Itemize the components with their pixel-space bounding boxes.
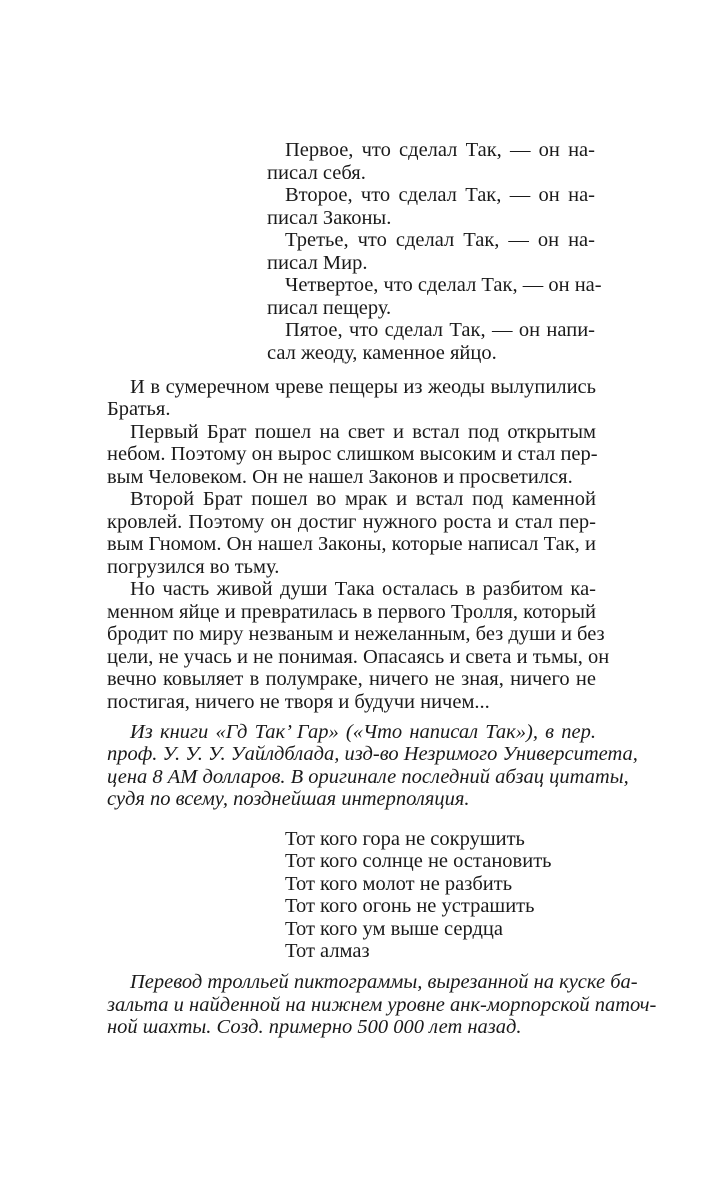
- source-note-line: проф. У. У. У. Уайлдблада, изд-во Незримого Университета,: [107, 743, 638, 765]
- body-line: вечно ковыляет в полумраке, ничего не зная, ничего не: [107, 668, 596, 690]
- body-line: постигая, ничего не творя и будучи ничем...: [107, 691, 490, 713]
- body-line: погрузился во тьму.: [107, 556, 280, 578]
- poem-line: Тот кого ум выше сердца: [285, 918, 503, 940]
- body-line: Но часть живой души Така осталась в разбитом ка-: [130, 578, 596, 600]
- epigraph-line: писал Мир.: [267, 252, 368, 274]
- poem-line: Тот кого молот не разбить: [285, 873, 513, 895]
- source-note-line: судя по всему, позднейшая интерполяция.: [107, 788, 470, 810]
- translation-note-line: ной шахты. Созд. примерно 500 000 лет назад.: [107, 1016, 522, 1038]
- body-line: менном яйце и превратилась в первого Тролля, который: [107, 601, 596, 623]
- epigraph-line: Второе, что сделал Так, — он на-: [285, 184, 595, 206]
- translation-note-line: Перевод тролльей пиктограммы, вырезанной на куске ба-: [130, 971, 638, 993]
- body-line: И в сумеречном чреве пещеры из жеоды вылупились: [130, 376, 596, 398]
- epigraph-line: писал пещеру.: [267, 297, 392, 319]
- source-note-line: Из книги «Гд Так’ Гар» («Что написал Так»), в пер.: [130, 721, 596, 743]
- poem-line: Тот алмаз: [285, 940, 370, 962]
- epigraph-line: сал жеоду, каменное яйцо.: [267, 342, 497, 364]
- poem-line: Тот кого гора не сокрушить: [285, 828, 525, 850]
- epigraph-line: Первое, что сделал Так, — он на-: [285, 139, 595, 161]
- body-line: цели, не учась и не понимая. Опасаясь и света и тьмы, он: [107, 646, 610, 668]
- source-note-line: цена 8 АМ долларов. В оригинале последний абзац цитаты,: [107, 766, 629, 788]
- body-line: Братья.: [107, 398, 171, 420]
- body-line: небом. Поэтому он вырос слишком высоким и стал пер-: [107, 443, 598, 465]
- body-line: бродит по миру незваным и нежеланным, без души и без: [107, 623, 605, 645]
- body-line: Первый Брат пошел на свет и встал под открытым: [130, 421, 596, 443]
- body-line: Второй Брат пошел во мрак и встал под каменной: [130, 488, 596, 510]
- epigraph-line: Четвертое, что сделал Так, — он на-: [285, 274, 602, 296]
- body-line: вым Человеком. Он не нашел Законов и просветился.: [107, 466, 573, 488]
- poem-line: Тот кого солнце не остановить: [285, 850, 552, 872]
- epigraph-line: Пятое, что сделал Так, — он напи-: [285, 319, 595, 341]
- body-line: кровлей. Поэтому он достиг нужного роста и стал пер-: [107, 511, 596, 533]
- poem-line: Тот кого огонь не устрашить: [285, 895, 535, 917]
- epigraph-line: писал Законы.: [267, 207, 392, 229]
- body-line: вым Гномом. Он нашел Законы, которые написал Так, и: [107, 533, 596, 555]
- epigraph-line: писал себя.: [267, 162, 366, 184]
- translation-note-line: зальта и найденной на нижнем уровне анк-морпорской паточ-: [107, 994, 657, 1016]
- epigraph-line: Третье, что сделал Так, — он на-: [285, 229, 595, 251]
